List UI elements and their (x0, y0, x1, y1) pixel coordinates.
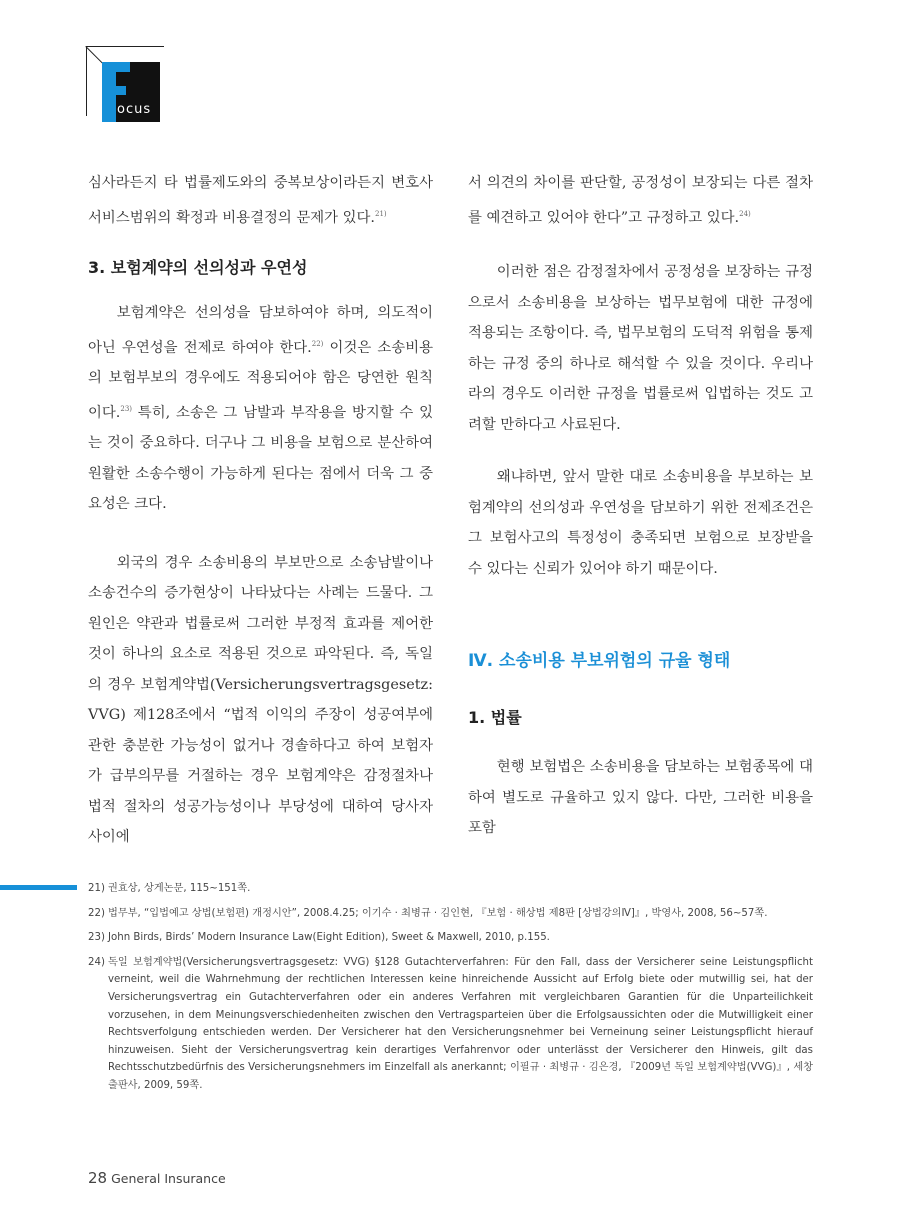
right-paragraph-3: 왜냐하면, 앞서 말한 대로 소송비용을 부보하는 보험계약의 선의성과 우연성을 담보하기 위한 전제조건은 그 보험사고의 특정성이 충족되면 보험으로 보장받을 수 있다는 신뢰가 있어야 하기 때문이다. (468, 469, 813, 577)
footnote-ref-22[interactable]: 22) (311, 339, 324, 348)
left-paragraph-1 (88, 168, 433, 233)
footnote-23 (88, 929, 813, 947)
left-p2-c: 특히, 소송은 그 남발과 부작용을 방지할 수 있는 것이 중요하다. 더구나 그 비용을 보험으로 분산하여 원활한 소송수행이 가능하게 된다는 점에서 더욱 그 중요성은 크다. (88, 404, 433, 512)
left-p1-text: 심사라든지 타 법률제도와의 중복보상이라든지 변호사 서비스범위의 확정과 비용결정의 문제가 있다. (88, 175, 433, 226)
logo-letter-f-top (102, 62, 130, 72)
footnote-24 (88, 954, 813, 1095)
logo-rule-horizontal (86, 46, 164, 47)
left-p2-b: 이것은 소송비용의 보험부보의 경우에도 적용되어야 함은 당연한 원칙이다. (88, 339, 433, 421)
right-column (468, 168, 813, 844)
logo-letter-f-mid (102, 86, 126, 95)
footnote-text: 법무부, “입법예고 상법(보험편) 개정시안”, 2008.4.25; 이기수 · 최병규 · 김인현, 『보험 · 해상법 제8판 [상법강의Ⅳ]』, 박영사, 2008, 56~57쪽. (108, 907, 768, 919)
footnote-text: 독일 보험계약법(Versicherungsvertragsgesetz: VVG) §128 Gutachterverfahren: Für den Fall, dass der Versicherer seine Leistungspflicht verneint, weil die Wahrnehmung der rechtlichen Interessen keine hinreichende Aussicht auf Erfolg biete oder mutwillig sei, hat der Versicherungsvertrag ein Gutachterverfahren oder ein anderes Verfahren mit vergleichbaren Garantien für die Unparteilichkeit vorzusehen, in dem Meinungsverschiedenheiten zwischen den Vertragsparteien über die Erfolgsaussichten oder die Mutwilligkeit einer Rechtsverfolgung entschieden werden. Der Versicherer hat den Versicherungsnehmer bei Verneinung seiner Leistungspflicht hierauf hinzuweisen. Sieht der Versicherungsvertrag kein derartiges Verfahrenvor oder unterlässt der Versicherer den Hinweis, gilt das Rechtsschutzbedürfnis des Versicherungsnehmers im Einzelfall als anerkannt; 이필규 · 최병규 · 김은경, 『2009년 독일 보험계약법(VVG)』, 세창출판사, 2009, 59쪽. (108, 956, 813, 1091)
footnote-ref-24[interactable]: 24) (739, 209, 751, 218)
logo-wordmark: ocus (117, 102, 152, 117)
footnote-21 (88, 880, 813, 898)
right-p1-text: 서 의견의 차이를 판단할, 공정성이 보장되는 다른 절차를 예견하고 있어야 한다”고 규정하고 있다. (468, 175, 813, 226)
logo-rule-vertical (86, 46, 87, 116)
footnote-ref-23[interactable]: 23) (120, 404, 133, 413)
section-4-1-heading: 1. 법률 (468, 708, 522, 727)
page-number: 28 (88, 1169, 108, 1187)
footnote-ref-21[interactable]: 21) (375, 209, 387, 218)
left-paragraph-2 (88, 298, 433, 520)
section-4-heading: Ⅳ. 소송비용 부보위험의 규율 형태 (468, 651, 731, 671)
footnote-22 (88, 905, 813, 923)
left-column (88, 168, 433, 853)
left-paragraph-3: 외국의 경우 소송비용의 부보만으로 소송남발이나 소송건수의 증가현상이 나타났다는 사례는 드물다. 그 원인은 약관과 법률로써 그러한 부정적 효과를 제어한 것이 하나의 요소로 적용된 것으로 파악된다. 즉, 독일의 경우 보험계약법(Versicherungsvertragsgesetz: VVG) 제128조에서 “법적 이익의 주장이 성공여부에 관한 충분한 가능성이 없거나 경솔하다고 하여 보험자가 급부의무를 거절하는 경우 보험계약은 감정절차나 법적 절차의 성공가능성이나 부당성에 대하여 당사자 사이에 (88, 554, 433, 845)
left-p2-a: 보험계약은 선의성을 담보하여야 하며, 의도적이 아닌 우연성을 전제로 하여야 한다. (88, 305, 433, 356)
focus-logo (86, 46, 166, 122)
footnote-number: 23) (88, 932, 105, 944)
right-paragraph-2: 이러한 점은 감정절차에서 공정성을 보장하는 규정으로서 소송비용을 보상하는 법무보험에 대한 규정에 적용되는 조항이다. 즉, 법무보험의 도덕적 위험을 통제하는 규정 중의 하나로 해석할 수 있을 것이다. 우리나라의 경우도 이러한 규정을 법률로써 입법하는 것도 고려할 만하다고 사료된다. (468, 264, 813, 433)
footnote-number: 22) (88, 907, 105, 919)
section-3-heading: 3. 보험계약의 선의성과 우연성 (88, 258, 308, 277)
right-paragraph-1 (468, 168, 813, 233)
footnotes (88, 880, 813, 1102)
footnote-number: 24) (88, 956, 105, 968)
footnote-number: 21) (88, 883, 105, 894)
footnote-text: 권효상, 상게논문, 115~151쪽. (108, 883, 251, 894)
magazine-name: General Insurance (111, 1171, 226, 1186)
footnote-text: John Birds, Birds’ Modern Insurance Law(Eight Edition), Sweet & Maxwell, 2010, p.155. (108, 932, 550, 944)
footnote-accent-bar (0, 885, 77, 890)
right-paragraph-4: 현행 보험법은 소송비용을 담보하는 보험종목에 대하여 별도로 규율하고 있지 않다. 다만, 그러한 비용을 포함 (468, 759, 813, 836)
page-footer (88, 1168, 226, 1187)
